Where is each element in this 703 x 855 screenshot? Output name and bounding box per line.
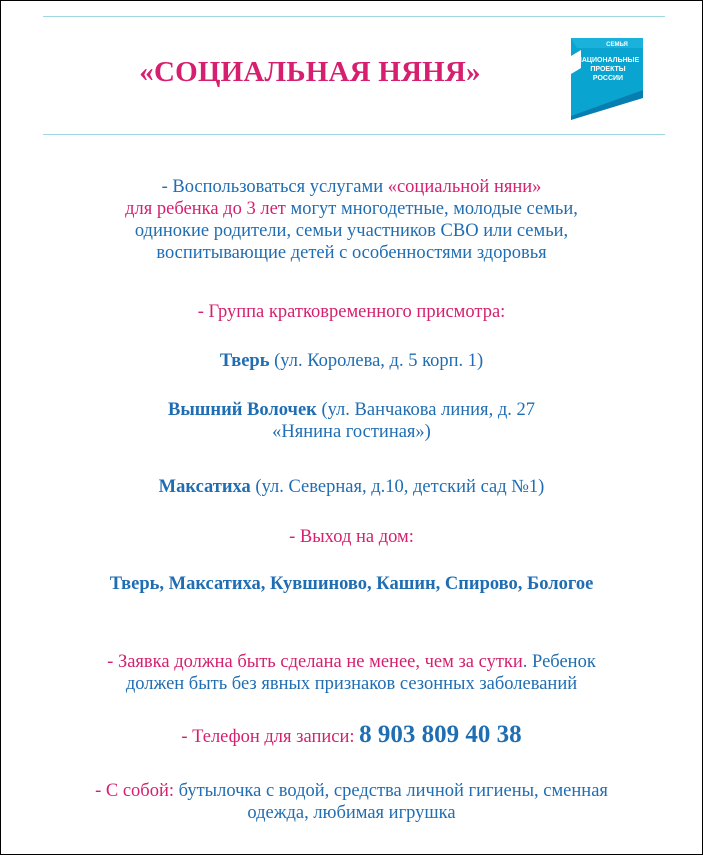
logo-top-text: СЕМЬЯ (606, 42, 628, 48)
bottom-divider (43, 134, 665, 135)
page-title: «СОЦИАЛЬНАЯ НЯНЯ» (139, 56, 481, 88)
intro-line2-rest: могут многодетные, молодые семьи, (285, 199, 578, 219)
logo-line3: РОССИИ (592, 75, 624, 82)
bring-rest: бутылочка с водой, средства личной гигиены, сменная (178, 781, 608, 801)
location-volochek (20, 399, 683, 443)
location-maksatikha (20, 476, 683, 498)
bring-paragraph (20, 780, 683, 824)
home-cities: Тверь, Максатиха, Кувшиново, Кашин, Спирово, Бологое (109, 574, 594, 594)
home-visit-cities (20, 573, 683, 595)
home-label: - Выход на дом: (289, 527, 414, 547)
logo-line2: ПРОЕКТЫ (590, 66, 626, 73)
requirement-paragraph (20, 651, 683, 695)
group-heading (20, 301, 683, 323)
location-address: (ул. Северная, д.10, детский сад №1) (250, 477, 545, 497)
intro-line3: одинокие родители, семьи участников СВО или семьи, (134, 221, 569, 241)
location-city: Тверь (219, 351, 270, 371)
group-label: - Группа кратковременного присмотра: (197, 302, 506, 322)
intro-highlight: «социальной няни» (387, 177, 542, 197)
location-address: (ул. Королева, д. 5 корп. 1) (269, 351, 484, 371)
requirement-rest: . Ребенок (522, 652, 596, 672)
intro-dash: - Воспользоваться услугами (161, 177, 388, 197)
phone-label: - Телефон для записи: (181, 727, 360, 747)
phone-number[interactable]: 8 903 809 40 38 (359, 721, 522, 748)
phone-paragraph (20, 721, 683, 748)
intro-line4: воспитывающие детей с особенностями здоровья (156, 243, 547, 263)
location-address-line2: «Нянина гостиная») (272, 422, 431, 442)
national-projects-logo (533, 28, 658, 122)
intro-age: для ребенка до 3 лет (125, 199, 286, 219)
home-visit-heading (20, 526, 683, 548)
logo-line1: НАЦИОНАЛЬНЫЕ (576, 57, 640, 64)
requirement-highlight: - Заявка должна быть сделана не менее, чем за сутки (107, 652, 523, 672)
requirement-line2: должен быть без явных признаков сезонных заболеваний (125, 674, 578, 694)
location-city: Максатиха (158, 477, 251, 497)
location-city: Вышний Волочек (168, 400, 317, 420)
bring-line2: одежда, любимая игрушка (247, 803, 456, 823)
location-tver (20, 350, 683, 372)
intro-paragraph (20, 176, 683, 264)
bring-label: - С собой: (95, 781, 179, 801)
location-address: (ул. Ванчакова линия, д. 27 (316, 400, 535, 420)
top-divider (43, 16, 665, 17)
